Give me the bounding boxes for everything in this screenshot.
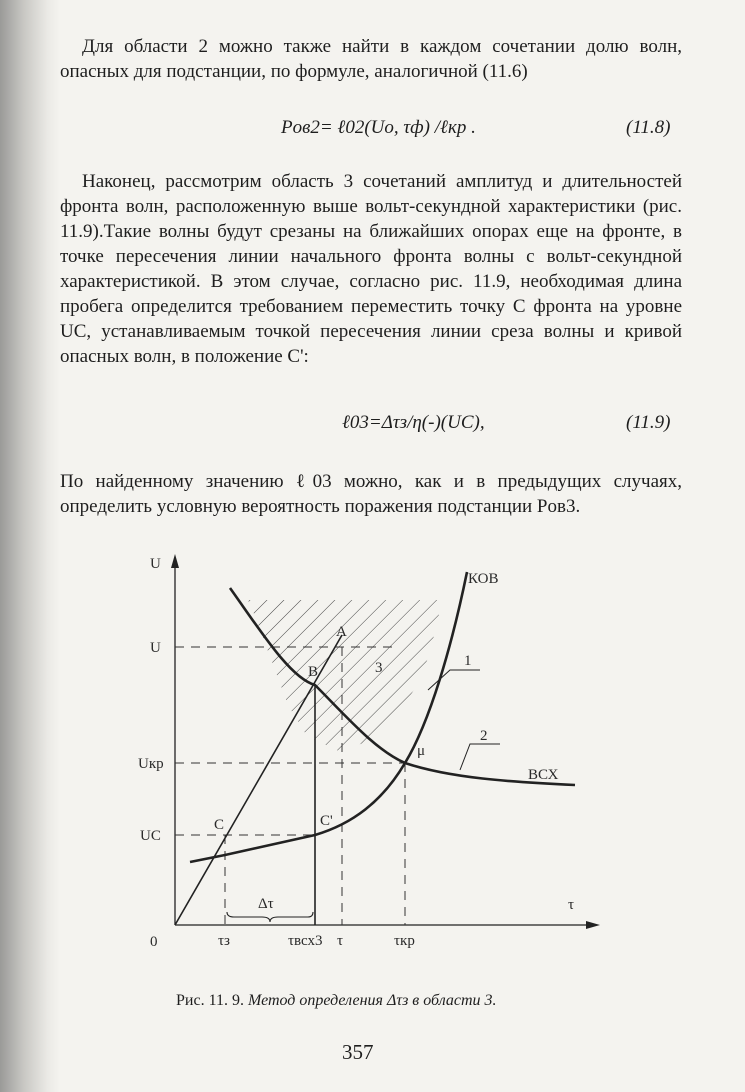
- axis-x-label: τ: [568, 897, 575, 913]
- point-C: C: [214, 817, 225, 833]
- delta-tau-bracket: [227, 912, 313, 922]
- caption-text: Метод определения Δτз в области 3.: [247, 992, 497, 1009]
- paragraph-3: По найденному значению ℓ03 можно, как и в предыдущих случаях, определить условную вероятность поражения подстанции Pов3.: [60, 471, 682, 517]
- equation-number-11-8: (11.8): [626, 117, 671, 138]
- point-C-prime: C': [320, 813, 333, 829]
- curve-2-label: 2: [480, 728, 488, 744]
- tick-tau-z: τз: [218, 933, 230, 949]
- figure-11-9: [130, 550, 610, 970]
- paragraph-1: Для области 2 можно также найти в каждом сочетании долю волн, опасных для подстанции, по формуле, аналогичной (11.6): [60, 36, 682, 82]
- delta-tau-label: Δτ: [258, 896, 274, 912]
- axis-y-label: U: [150, 556, 161, 572]
- leader-1: [428, 670, 480, 690]
- tick-tau-vsx3: τвсх3: [288, 933, 323, 949]
- equation-number-11-9: (11.9): [626, 412, 671, 433]
- tick-tau: τ: [337, 933, 344, 949]
- origin-label: 0: [150, 934, 158, 950]
- page-edge-shadow: [0, 0, 60, 1092]
- tick-tau-kr: τкр: [394, 933, 415, 949]
- paragraph-2: Наконец, рассмотрим область 3 сочетаний амплитуд и длительностей фронта волн, расположенную выше вольт-секундной характеристики (рис. 11.9).Такие волны будут срезаны на ближайших опорах еще на фронте, в точке пересечения линии начального фронта волны с вольт-секундной характеристикой. В этом случае, согласно рис. 11.9, необходимая длина пробега определится требованием переместить точку C фронта на уровне UC, устанавливаемым точкой пересечения линии среза волны и кривой опасных волн, в положение C':: [60, 171, 682, 367]
- y-axis-arrow: [171, 554, 179, 568]
- tick-U: U: [150, 640, 161, 656]
- tick-Ukr: Uкр: [138, 756, 164, 772]
- formula-11-8: Pов2= ℓ02(Uo, τф) /ℓкр .: [281, 117, 476, 138]
- point-mu: μ: [417, 743, 426, 759]
- tick-UC: UC: [140, 828, 161, 844]
- x-axis-arrow: [586, 921, 600, 929]
- leader-2: [460, 744, 500, 770]
- vsx-label: ВСХ: [528, 767, 559, 783]
- figure-caption: [176, 992, 497, 1010]
- caption-prefix: Рис. 11. 9.: [176, 992, 244, 1009]
- page-number: 357: [342, 1040, 374, 1064]
- formula-11-9: ℓ03=Δτз/η(-)(UC),: [342, 412, 485, 433]
- region-3-label: 3: [375, 660, 383, 676]
- kov-label: КОВ: [468, 571, 499, 587]
- point-B: B: [308, 664, 319, 680]
- hatched-region-3: [230, 590, 460, 770]
- point-A: A: [336, 624, 347, 640]
- curve-1-label: 1: [464, 653, 472, 669]
